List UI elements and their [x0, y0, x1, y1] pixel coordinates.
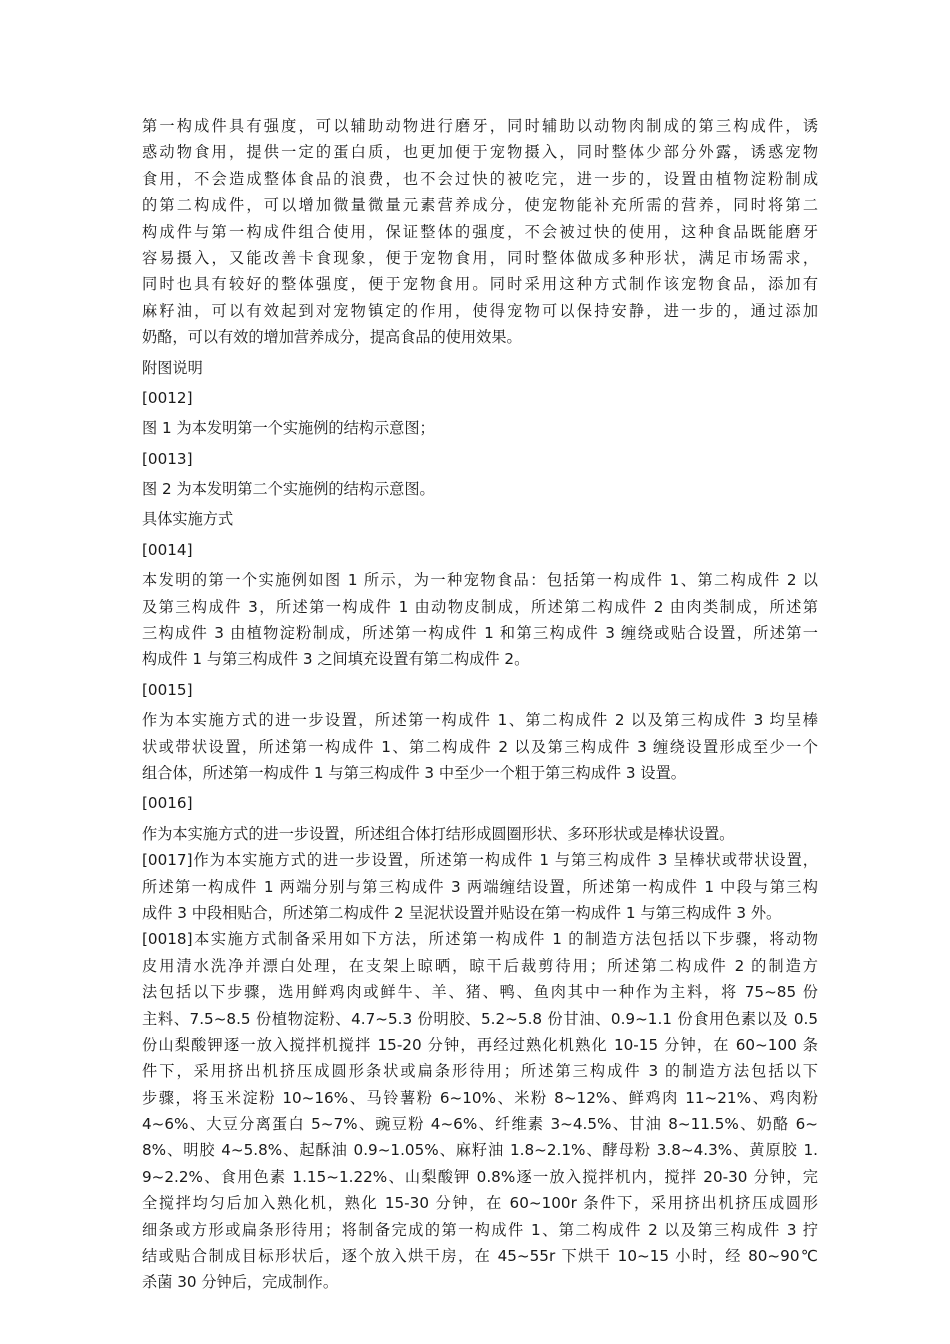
paragraph-0014: [142, 567, 818, 673]
paragraph-number-0012: [142, 385, 818, 411]
text-line: 食用，不会造成整体食品的浪费，也不会过快的被吃完，进一步的，设置由植物淀粉制成: [142, 169, 818, 188]
paragraph-number-0016: [142, 790, 818, 816]
text-line: [0013]: [142, 449, 193, 468]
text-line: 8%、明胶 4~5.8%、起酥油 0.9~1.05%、麻籽油 1.8~2.1%、酵母粉 3.8~4.3%、黄原胶 1.: [142, 1141, 818, 1160]
paragraph-number-0014: [142, 537, 818, 563]
text-line: [0016]: [142, 794, 193, 813]
document-page: [142, 113, 818, 1296]
text-line: 图 1 为本发明第一个实施例的结构示意图；: [142, 419, 435, 438]
text-line: 构成件与第一构成件组合使用，保证整体的强度，不会被过快的使用，这种食品既能磨牙: [142, 222, 818, 241]
text-line: 步骤，将玉米淀粉 10~16%、马铃薯粉 6~10%、米粉 8~12%、鲜鸡肉 11~21%、鸡肉粉: [142, 1088, 818, 1107]
paragraph-0016: [142, 821, 818, 847]
text-line: 件下，采用挤出机挤压成圆形条状或扁条形待用；所述第三构成件 3 的制造方法包括以下: [142, 1062, 818, 1081]
text-line: 所述第一构成件 1 两端分别与第三构成件 3 两端缠结设置，所述第一构成件 1 中段与第三构: [142, 877, 818, 896]
text-line: 4~6%、大豆分离蛋白 5~7%、豌豆粉 4~6%、纤维素 3~4.5%、甘油 8~11.5%、奶酪 6~: [142, 1115, 818, 1134]
paragraph-0015: [142, 707, 818, 786]
text-line: 皮用清水洗净并漂白处理，在支架上晾晒，晾干后裁剪待用；所述第二构成件 2 的制造方: [142, 956, 818, 975]
text-line: 同时也具有较好的整体强度，便于宠物食用。同时采用这种方式制作该宠物食品，添加有: [142, 275, 818, 294]
paragraph-number-0015: [142, 677, 818, 703]
text-line: 成件 3 中段相贴合，所述第二构成件 2 呈泥状设置并贴设在第一构成件 1 与第三构成件 3 外。: [142, 903, 782, 922]
text-line: 组合体，所述第一构成件 1 与第三构成件 3 中至少一个粗于第三构成件 3 设置。: [142, 763, 686, 782]
text-line: 的第二构成件，可以增加微量微量元素营养成分，使宠物能补充所需的营养，同时将第二: [142, 196, 818, 215]
text-line: 结或贴合制成目标形状后，逐个放入烘干房，在 45~55r 下烘干 10~15 小时，经 80~90℃: [142, 1247, 818, 1266]
text-line: 具体实施方式: [142, 510, 234, 529]
text-line: 9~2.2%、食用色素 1.15~1.22%、山梨酸钾 0.8%逐一放入搅拌机内，搅拌 20-30 分钟，完: [142, 1167, 818, 1186]
text-line: 主料、7.5~8.5 份植物淀粉、4.7~5.3 份明胶、5.2~5.8 份甘油、0.9~1.1 份食用色素以及 0.5: [142, 1009, 818, 1028]
text-line: 份山梨酸钾逐一放入搅拌机搅拌 15-20 分钟，再经过熟化机熟化 10-15 分钟，在 60~100 条: [142, 1035, 818, 1054]
section-heading-figures: [142, 355, 818, 381]
text-line: 麻籽油，可以有效起到对宠物镇定的作用，使得宠物可以保持安静，进一步的，通过添加: [142, 301, 818, 320]
text-line: 作为本实施方式的进一步设置，所述组合体打结形成圆圈形状、多环形状或是棒状设置。: [142, 824, 735, 843]
text-line: [0012]: [142, 388, 193, 407]
text-line: 本发明的第一个实施例如图 1 所示，为一种宠物食品：包括第一构成件 1、第二构成件 2 以: [142, 571, 818, 590]
text-line: 构成件 1 与第三构成件 3 之间填充设置有第二构成件 2。: [142, 650, 530, 669]
paragraph-0017: [142, 847, 818, 926]
text-line: 附图说明: [142, 358, 203, 377]
text-line: [0017]作为本实施方式的进一步设置，所述第一构成件 1 与第三构成件 3 呈棒状或带状设置，: [142, 851, 818, 870]
section-heading-embodiments: [142, 506, 818, 532]
paragraph-intro: [142, 113, 818, 351]
text-line: 细条或方形或扁条形待用；将制备完成的第一构成件 1、第二构成件 2 以及第三构成件 3 拧: [142, 1220, 818, 1239]
text-line: [0018]本实施方式制备采用如下方法，所述第一构成件 1 的制造方法包括以下步骤，将动物: [142, 930, 818, 949]
text-line: 杀菌 30 分钟后，完成制作。: [142, 1273, 339, 1292]
text-line: 及第三构成件 3，所述第一构成件 1 由动物皮制成，所述第二构成件 2 由肉类制成，所述第: [142, 597, 818, 616]
text-line: 作为本实施方式的进一步设置，所述第一构成件 1、第二构成件 2 以及第三构成件 3 均呈棒: [142, 711, 818, 730]
text-line: [0014]: [142, 540, 193, 559]
paragraph-0018: [142, 926, 818, 1295]
text-line: 全搅拌均匀后加入熟化机，熟化 15-30 分钟，在 60~100r 条件下，采用挤出机挤压成圆形: [142, 1194, 818, 1213]
text-line: 状或带状设置，所述第一构成件 1、第二构成件 2 以及第三构成件 3 缠绕设置形成至少一个: [142, 737, 818, 756]
paragraph-number-0013: [142, 446, 818, 472]
paragraph-0012: [142, 415, 818, 441]
text-line: 三构成件 3 由植物淀粉制成，所述第一构成件 1 和第三构成件 3 缠绕或贴合设置，所述第一: [142, 624, 818, 643]
text-line: 法包括以下步骤，选用鲜鸡肉或鲜牛、羊、猪、鸭、鱼肉其中一种作为主料，将 75~85 份: [142, 983, 818, 1002]
text-line: 图 2 为本发明第二个实施例的结构示意图。: [142, 480, 435, 499]
text-line: 容易摄入，又能改善卡食现象，便于宠物食用，同时整体做成多种形状，满足市场需求，: [142, 248, 818, 267]
text-line: 第一构成件具有强度，可以辅助动物进行磨牙，同时辅助以动物肉制成的第三构成件，诱: [142, 117, 818, 135]
text-line: 惑动物食用，提供一定的蛋白质，也更加便于宠物摄入，同时整体少部分外露，诱惑宠物: [142, 143, 818, 162]
paragraph-0013: [142, 476, 818, 502]
text-line: 奶酪，可以有效的增加营养成分，提高食品的使用效果。: [142, 328, 522, 347]
text-line: [0015]: [142, 680, 193, 699]
